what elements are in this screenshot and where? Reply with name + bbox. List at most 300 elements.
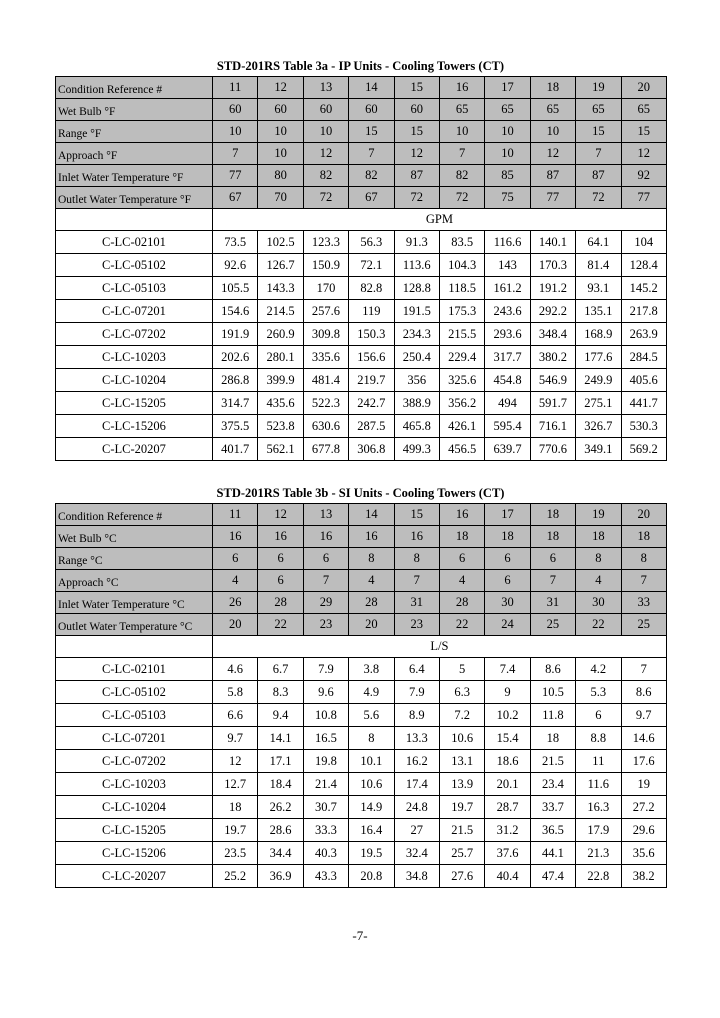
flow-value: 123.3 (303, 231, 348, 254)
table-3a (55, 76, 667, 461)
flow-value: 21.4 (303, 773, 348, 796)
flow-value: 284.5 (621, 346, 666, 369)
table-3b-block (55, 484, 666, 888)
condition-value: 20 (621, 504, 666, 526)
condition-value: 23 (303, 614, 348, 636)
condition-value: 18 (530, 77, 575, 99)
condition-value: 25 (621, 614, 666, 636)
flow-value: 44.1 (530, 842, 575, 865)
flow-value: 380.2 (530, 346, 575, 369)
flow-value: 36.5 (530, 819, 575, 842)
condition-value: 16 (394, 526, 439, 548)
flow-value: 242.7 (349, 392, 394, 415)
flow-value: 435.6 (258, 392, 303, 415)
condition-value: 10 (485, 121, 530, 143)
flow-value: 47.4 (530, 865, 575, 888)
flow-value: 28.7 (485, 796, 530, 819)
flow-value: 8.6 (530, 658, 575, 681)
model-name: C-LC-10204 (56, 796, 213, 819)
condition-value: 13 (303, 77, 348, 99)
flow-value: 426.1 (439, 415, 484, 438)
condition-value: 12 (530, 143, 575, 165)
condition-value: 6 (530, 548, 575, 570)
flow-value: 11 (576, 750, 621, 773)
condition-value: 18 (530, 504, 575, 526)
flow-value: 7.4 (485, 658, 530, 681)
condition-row-label: Outlet Water Temperature °C (56, 614, 213, 636)
condition-value: 18 (576, 526, 621, 548)
condition-value: 77 (213, 165, 258, 187)
table-row (56, 438, 667, 461)
condition-row (56, 77, 667, 99)
flow-value: 14.1 (258, 727, 303, 750)
condition-value: 16 (439, 77, 484, 99)
flow-value: 24.8 (394, 796, 439, 819)
flow-value: 150.9 (303, 254, 348, 277)
flow-value: 499.3 (394, 438, 439, 461)
condition-value: 20 (213, 614, 258, 636)
model-name: C-LC-02101 (56, 658, 213, 681)
condition-value: 20 (621, 77, 666, 99)
flow-value: 9.6 (303, 681, 348, 704)
table-3a-block (55, 57, 666, 461)
condition-value: 6 (485, 570, 530, 592)
condition-value: 10 (258, 143, 303, 165)
condition-value: 65 (530, 99, 575, 121)
flow-value: 14.6 (621, 727, 666, 750)
flow-value: 6 (576, 704, 621, 727)
flow-value: 43.3 (303, 865, 348, 888)
condition-value: 14 (349, 77, 394, 99)
model-name: C-LC-20207 (56, 438, 213, 461)
flow-value: 530.3 (621, 415, 666, 438)
condition-row-label: Range °C (56, 548, 213, 570)
flow-value: 10.1 (349, 750, 394, 773)
flow-value: 13.1 (439, 750, 484, 773)
condition-value: 18 (439, 526, 484, 548)
model-name: C-LC-10203 (56, 346, 213, 369)
condition-value: 77 (530, 187, 575, 209)
condition-value: 8 (576, 548, 621, 570)
flow-value: 522.3 (303, 392, 348, 415)
condition-value: 11 (213, 504, 258, 526)
condition-value: 70 (258, 187, 303, 209)
condition-row-label: Approach °F (56, 143, 213, 165)
flow-value: 30.7 (303, 796, 348, 819)
flow-value: 177.6 (576, 346, 621, 369)
condition-row (56, 570, 667, 592)
flow-value: 143.3 (258, 277, 303, 300)
table-row (56, 254, 667, 277)
condition-value: 10 (258, 121, 303, 143)
condition-value: 33 (621, 592, 666, 614)
flow-value: 8.3 (258, 681, 303, 704)
table-row (56, 681, 667, 704)
flow-value: 292.2 (530, 300, 575, 323)
flow-value: 4.2 (576, 658, 621, 681)
flow-value: 104 (621, 231, 666, 254)
flow-value: 33.7 (530, 796, 575, 819)
flow-value: 249.9 (576, 369, 621, 392)
condition-value: 20 (349, 614, 394, 636)
flow-value: 215.5 (439, 323, 484, 346)
condition-value: 18 (485, 526, 530, 548)
unit-row (56, 636, 667, 658)
flow-value: 170.3 (530, 254, 575, 277)
condition-value: 16 (213, 526, 258, 548)
condition-value: 15 (576, 121, 621, 143)
condition-row-label: Condition Reference # (56, 504, 213, 526)
condition-value: 67 (213, 187, 258, 209)
flow-value: 4.6 (213, 658, 258, 681)
flow-value: 465.8 (394, 415, 439, 438)
condition-value: 16 (303, 526, 348, 548)
condition-value: 19 (576, 77, 621, 99)
condition-row (56, 99, 667, 121)
table-row (56, 727, 667, 750)
flow-value: 73.5 (213, 231, 258, 254)
flow-value: 34.4 (258, 842, 303, 865)
flow-value: 34.8 (394, 865, 439, 888)
condition-value: 18 (621, 526, 666, 548)
flow-value: 25.2 (213, 865, 258, 888)
flow-value: 26.2 (258, 796, 303, 819)
model-name: C-LC-07202 (56, 323, 213, 346)
model-name: C-LC-15206 (56, 415, 213, 438)
condition-row-label: Wet Bulb °F (56, 99, 213, 121)
condition-value: 7 (303, 570, 348, 592)
condition-value: 7 (439, 143, 484, 165)
table-row (56, 704, 667, 727)
flow-value: 17.4 (394, 773, 439, 796)
flow-value: 356 (394, 369, 439, 392)
condition-value: 65 (439, 99, 484, 121)
flow-value: 40.3 (303, 842, 348, 865)
flow-value: 454.8 (485, 369, 530, 392)
condition-value: 17 (485, 77, 530, 99)
flow-value: 20.8 (349, 865, 394, 888)
flow-value: 441.7 (621, 392, 666, 415)
condition-value: 24 (485, 614, 530, 636)
table-3a-body (56, 77, 667, 461)
flow-value: 140.1 (530, 231, 575, 254)
table-3b-title: STD-201RS Table 3b - SI Units - Cooling Towers (CT) (216, 486, 505, 500)
flow-value: 217.8 (621, 300, 666, 323)
flow-value: 260.9 (258, 323, 303, 346)
flow-value: 143 (485, 254, 530, 277)
flow-value: 56.3 (349, 231, 394, 254)
condition-value: 65 (621, 99, 666, 121)
flow-value: 22.8 (576, 865, 621, 888)
condition-value: 87 (576, 165, 621, 187)
condition-value: 18 (530, 526, 575, 548)
condition-value: 12 (621, 143, 666, 165)
model-name: C-LC-05103 (56, 704, 213, 727)
flow-value: 4.9 (349, 681, 394, 704)
flow-value: 191.2 (530, 277, 575, 300)
unit-row-blank (56, 636, 213, 658)
flow-value: 325.6 (439, 369, 484, 392)
condition-value: 22 (439, 614, 484, 636)
condition-value: 10 (485, 143, 530, 165)
condition-value: 82 (303, 165, 348, 187)
condition-value: 16 (439, 504, 484, 526)
flow-value: 161.2 (485, 277, 530, 300)
flow-value: 38.2 (621, 865, 666, 888)
condition-row-label: Condition Reference # (56, 77, 213, 99)
flow-value: 19.5 (349, 842, 394, 865)
flow-value: 8.6 (621, 681, 666, 704)
condition-value: 7 (576, 143, 621, 165)
flow-value: 591.7 (530, 392, 575, 415)
condition-value: 72 (439, 187, 484, 209)
flow-value: 639.7 (485, 438, 530, 461)
flow-value: 36.9 (258, 865, 303, 888)
model-name: C-LC-15206 (56, 842, 213, 865)
flow-value: 10.8 (303, 704, 348, 727)
flow-value: 168.9 (576, 323, 621, 346)
condition-value: 12 (394, 143, 439, 165)
condition-value: 15 (394, 77, 439, 99)
flow-value: 8.8 (576, 727, 621, 750)
condition-value: 14 (349, 504, 394, 526)
condition-row (56, 504, 667, 526)
flow-value: 16.3 (576, 796, 621, 819)
condition-value: 60 (394, 99, 439, 121)
flow-value: 314.7 (213, 392, 258, 415)
flow-value: 595.4 (485, 415, 530, 438)
unit-label: GPM (213, 209, 667, 231)
flow-value: 17.9 (576, 819, 621, 842)
flow-value: 21.5 (439, 819, 484, 842)
condition-value: 82 (439, 165, 484, 187)
flow-value: 275.1 (576, 392, 621, 415)
flow-value: 19.7 (213, 819, 258, 842)
flow-value: 12 (213, 750, 258, 773)
flow-value: 150.3 (349, 323, 394, 346)
table-row (56, 323, 667, 346)
condition-row (56, 548, 667, 570)
flow-value: 82.8 (349, 277, 394, 300)
flow-value: 20.1 (485, 773, 530, 796)
unit-row (56, 209, 667, 231)
flow-value: 7.9 (303, 658, 348, 681)
condition-value: 6 (485, 548, 530, 570)
table-row (56, 842, 667, 865)
flow-value: 229.4 (439, 346, 484, 369)
flow-value: 286.8 (213, 369, 258, 392)
flow-value: 5.8 (213, 681, 258, 704)
flow-value: 93.1 (576, 277, 621, 300)
flow-value: 10.6 (439, 727, 484, 750)
flow-value: 170 (303, 277, 348, 300)
flow-value: 19 (621, 773, 666, 796)
flow-value: 156.6 (349, 346, 394, 369)
flow-value: 9.4 (258, 704, 303, 727)
model-name: C-LC-15205 (56, 819, 213, 842)
flow-value: 92.6 (213, 254, 258, 277)
flow-value: 280.1 (258, 346, 303, 369)
condition-value: 29 (303, 592, 348, 614)
condition-value: 72 (394, 187, 439, 209)
model-name: C-LC-05103 (56, 277, 213, 300)
condition-value: 10 (439, 121, 484, 143)
flow-value: 32.4 (394, 842, 439, 865)
flow-value: 31.2 (485, 819, 530, 842)
flow-value: 91.3 (394, 231, 439, 254)
condition-value: 4 (576, 570, 621, 592)
flow-value: 9 (485, 681, 530, 704)
condition-value: 8 (349, 548, 394, 570)
condition-value: 75 (485, 187, 530, 209)
condition-row (56, 165, 667, 187)
model-name: C-LC-10203 (56, 773, 213, 796)
condition-value: 28 (258, 592, 303, 614)
flow-value: 28.6 (258, 819, 303, 842)
model-name: C-LC-05102 (56, 681, 213, 704)
condition-value: 6 (258, 548, 303, 570)
condition-row-label: Approach °C (56, 570, 213, 592)
flow-value: 287.5 (349, 415, 394, 438)
condition-value: 65 (576, 99, 621, 121)
flow-value: 154.6 (213, 300, 258, 323)
condition-value: 82 (349, 165, 394, 187)
table-row (56, 773, 667, 796)
condition-value: 7 (213, 143, 258, 165)
condition-value: 30 (485, 592, 530, 614)
flow-value: 13.3 (394, 727, 439, 750)
flow-value: 770.6 (530, 438, 575, 461)
flow-value: 25.7 (439, 842, 484, 865)
condition-value: 85 (485, 165, 530, 187)
flow-value: 118.5 (439, 277, 484, 300)
condition-value: 23 (394, 614, 439, 636)
table-row (56, 392, 667, 415)
flow-value: 18 (530, 727, 575, 750)
flow-value: 243.6 (485, 300, 530, 323)
table-row (56, 865, 667, 888)
condition-value: 28 (439, 592, 484, 614)
condition-value: 4 (439, 570, 484, 592)
table-row (56, 346, 667, 369)
condition-value: 13 (303, 504, 348, 526)
flow-value: 293.6 (485, 323, 530, 346)
flow-value: 104.3 (439, 254, 484, 277)
flow-value: 405.6 (621, 369, 666, 392)
flow-value: 191.9 (213, 323, 258, 346)
flow-value: 546.9 (530, 369, 575, 392)
flow-value: 16.2 (394, 750, 439, 773)
flow-value: 23.5 (213, 842, 258, 865)
condition-row-label: Inlet Water Temperature °C (56, 592, 213, 614)
condition-value: 72 (303, 187, 348, 209)
flow-value: 128.4 (621, 254, 666, 277)
flow-value: 40.4 (485, 865, 530, 888)
table-row (56, 658, 667, 681)
condition-value: 60 (303, 99, 348, 121)
table-row (56, 277, 667, 300)
flow-value: 257.6 (303, 300, 348, 323)
flow-value: 10.5 (530, 681, 575, 704)
condition-value: 31 (530, 592, 575, 614)
flow-value: 356.2 (439, 392, 484, 415)
flow-value: 349.1 (576, 438, 621, 461)
table-row (56, 369, 667, 392)
condition-value: 7 (530, 570, 575, 592)
flow-value: 23.4 (530, 773, 575, 796)
flow-value: 5 (439, 658, 484, 681)
condition-value: 12 (258, 504, 303, 526)
condition-value: 17 (485, 504, 530, 526)
flow-value: 326.7 (576, 415, 621, 438)
flow-value: 306.8 (349, 438, 394, 461)
flow-value: 481.4 (303, 369, 348, 392)
condition-value: 77 (621, 187, 666, 209)
flow-value: 11.6 (576, 773, 621, 796)
flow-value: 9.7 (213, 727, 258, 750)
condition-value: 72 (576, 187, 621, 209)
condition-value: 22 (258, 614, 303, 636)
condition-value: 19 (576, 504, 621, 526)
condition-value: 6 (258, 570, 303, 592)
flow-value: 11.8 (530, 704, 575, 727)
flow-value: 5.6 (349, 704, 394, 727)
condition-value: 15 (349, 121, 394, 143)
model-name: C-LC-07201 (56, 300, 213, 323)
flow-value: 456.5 (439, 438, 484, 461)
condition-value: 15 (394, 504, 439, 526)
flow-value: 27.2 (621, 796, 666, 819)
condition-value: 87 (394, 165, 439, 187)
condition-value: 7 (394, 570, 439, 592)
flow-value: 191.5 (394, 300, 439, 323)
condition-value: 25 (530, 614, 575, 636)
flow-value: 8 (349, 727, 394, 750)
condition-value: 65 (485, 99, 530, 121)
flow-value: 6.4 (394, 658, 439, 681)
condition-value: 92 (621, 165, 666, 187)
flow-value: 119 (349, 300, 394, 323)
condition-value: 10 (213, 121, 258, 143)
unit-row-blank (56, 209, 213, 231)
flow-value: 145.2 (621, 277, 666, 300)
flow-value: 35.6 (621, 842, 666, 865)
flow-value: 630.6 (303, 415, 348, 438)
table-row (56, 231, 667, 254)
flow-value: 27 (394, 819, 439, 842)
table-3a-title: STD-201RS Table 3a - IP Units - Cooling Towers (CT) (216, 59, 505, 73)
flow-value: 348.4 (530, 323, 575, 346)
flow-value: 116.6 (485, 231, 530, 254)
flow-value: 175.3 (439, 300, 484, 323)
flow-value: 7.9 (394, 681, 439, 704)
condition-value: 67 (349, 187, 394, 209)
condition-value: 11 (213, 77, 258, 99)
condition-value: 16 (349, 526, 394, 548)
condition-value: 10 (303, 121, 348, 143)
flow-value: 523.8 (258, 415, 303, 438)
table-row (56, 300, 667, 323)
condition-value: 87 (530, 165, 575, 187)
flow-value: 6.7 (258, 658, 303, 681)
condition-value: 8 (394, 548, 439, 570)
flow-value: 494 (485, 392, 530, 415)
condition-value: 7 (349, 143, 394, 165)
flow-value: 19.8 (303, 750, 348, 773)
condition-row (56, 526, 667, 548)
condition-value: 60 (349, 99, 394, 121)
flow-value: 113.6 (394, 254, 439, 277)
